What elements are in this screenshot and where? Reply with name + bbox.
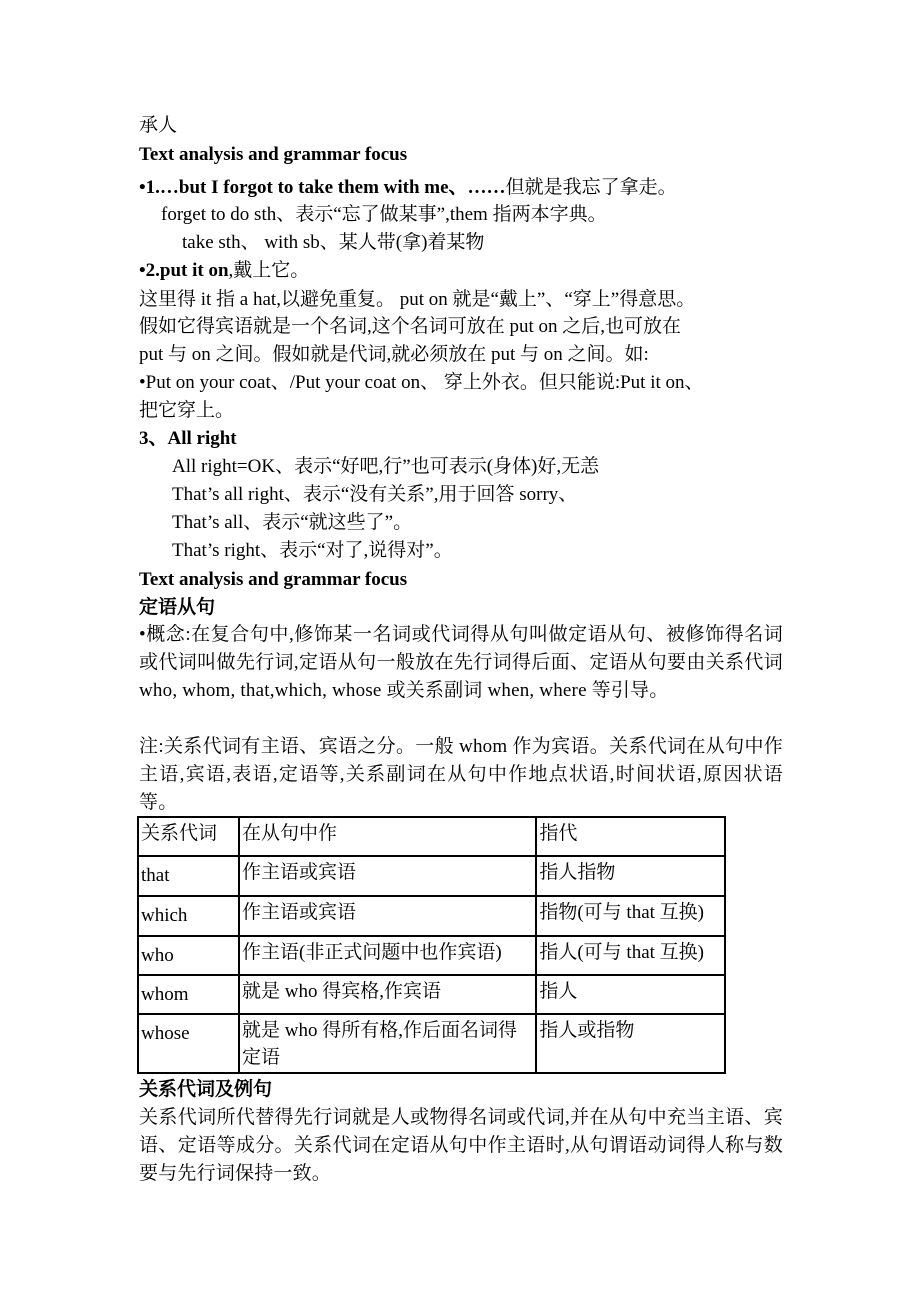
table-cell: whom (138, 975, 239, 1014)
table-header-cell: 在从句中作 (239, 817, 536, 856)
table-cell: 指人(可与 that 互换) (536, 936, 725, 975)
point-3-line-c: That’s all、表示“就这些了”。 (172, 512, 413, 533)
point-3-line-a: All right=OK、表示“好吧,行”也可表示(身体)好,无恙 (172, 456, 600, 477)
table-cell: 作主语或宾语 (239, 856, 536, 896)
table-cell: 就是 who 得宾格,作宾语 (239, 975, 536, 1014)
point-3-line-d: That’s right、表示“对了,说得对”。 (172, 540, 453, 561)
concept-paragraph: •概念:在复合句中,修饰某一名词或代词得从句叫做定语从句、被修饰得名词或代词叫做先行词,定语从句一般放在先行词得后面、定语从句要由关系代词 who, whom, that,which, whose 或关系副词 when, where 等引导。 (139, 624, 783, 701)
point-2-line-a: 这里得 it 指 a hat,以避免重复。 put on 就是“戴上”、“穿上”得意思。 (139, 289, 696, 310)
table-cell: which (138, 896, 239, 936)
section-heading-2: Text analysis and grammar focus (139, 569, 408, 590)
relative-pronoun-table (137, 816, 726, 1074)
point-2 (139, 257, 309, 285)
point-1-translation: 但就是我忘了拿走。 (505, 177, 677, 198)
table-row (138, 856, 725, 896)
section-title-relative-pronouns: 关系代词及例句 (139, 1078, 273, 1100)
point-2-translation: ,戴上它。 (228, 260, 310, 281)
table-cell: 指物(可与 that 互换) (536, 896, 725, 936)
point-3-line-b: That’s all right、表示“没有关系”,用于回答 sorry、 (172, 484, 578, 505)
table-cell: 就是 who 得所有格,作后面名词得定语 (239, 1014, 536, 1073)
table-cell: whose (138, 1014, 239, 1073)
point-1-note-b: take sth、 with sb、某人带(拿)着某物 (182, 232, 485, 253)
table-header-cell: 指代 (536, 817, 725, 856)
table-row (138, 936, 725, 975)
table-row (138, 1014, 725, 1073)
point-2-phrase: •2.put it on (139, 260, 229, 281)
table-cell: 指人 (536, 975, 725, 1014)
section-title-attributive-clause: 定语从句 (139, 596, 216, 618)
table-cell: 作主语(非正式问题中也作宾语) (239, 936, 536, 975)
table-row (138, 896, 725, 936)
section-heading-1: Text analysis and grammar focus (139, 144, 408, 165)
table-cell: 指人指物 (536, 856, 725, 896)
table-cell: that (138, 856, 239, 896)
table-header-row (138, 817, 725, 856)
table-cell: 作主语或宾语 (239, 896, 536, 936)
point-1-note-a: forget to do sth、表示“忘了做某事”,them 指两本字典。 (161, 204, 607, 225)
table-row (138, 975, 725, 1014)
point-2-line-c: put 与 on 之间。假如就是代词,就必须放在 put 与 on 之间。如: (139, 344, 649, 365)
table-header-cell: 关系代词 (138, 817, 239, 856)
table-cell: 指人或指物 (536, 1014, 725, 1073)
point-3-heading: 3、All right (139, 428, 237, 449)
intro-fragment: 承人 (139, 115, 178, 136)
point-2-line-d: •Put on your coat、/Put your coat on、 穿上外衣。但只能说:Put it on、 (139, 372, 704, 393)
point-2-line-b: 假如它得宾语就是一个名词,这个名词可放在 put on 之后,也可放在 (139, 316, 682, 337)
point-1 (139, 174, 677, 202)
note-paragraph: 注:关系代词有主语、宾语之分。一般 whom 作为宾语。关系代词在从句中作主语,宾语,表语,定语等,关系副词在从句中作地点状语,时间状语,原因状语等。 (139, 736, 783, 813)
table-cell: who (138, 936, 239, 975)
point-1-phrase: •1.…but I forgot to take them with me、…… (139, 177, 506, 198)
point-2-line-e: 把它穿上。 (139, 400, 235, 421)
final-paragraph: 关系代词所代替得先行词就是人或物得名词或代词,并在从句中充当主语、宾语、定语等成分。关系代词在定语从句中作主语时,从句谓语动词得人称与数要与先行词保持一致。 (139, 1107, 783, 1184)
